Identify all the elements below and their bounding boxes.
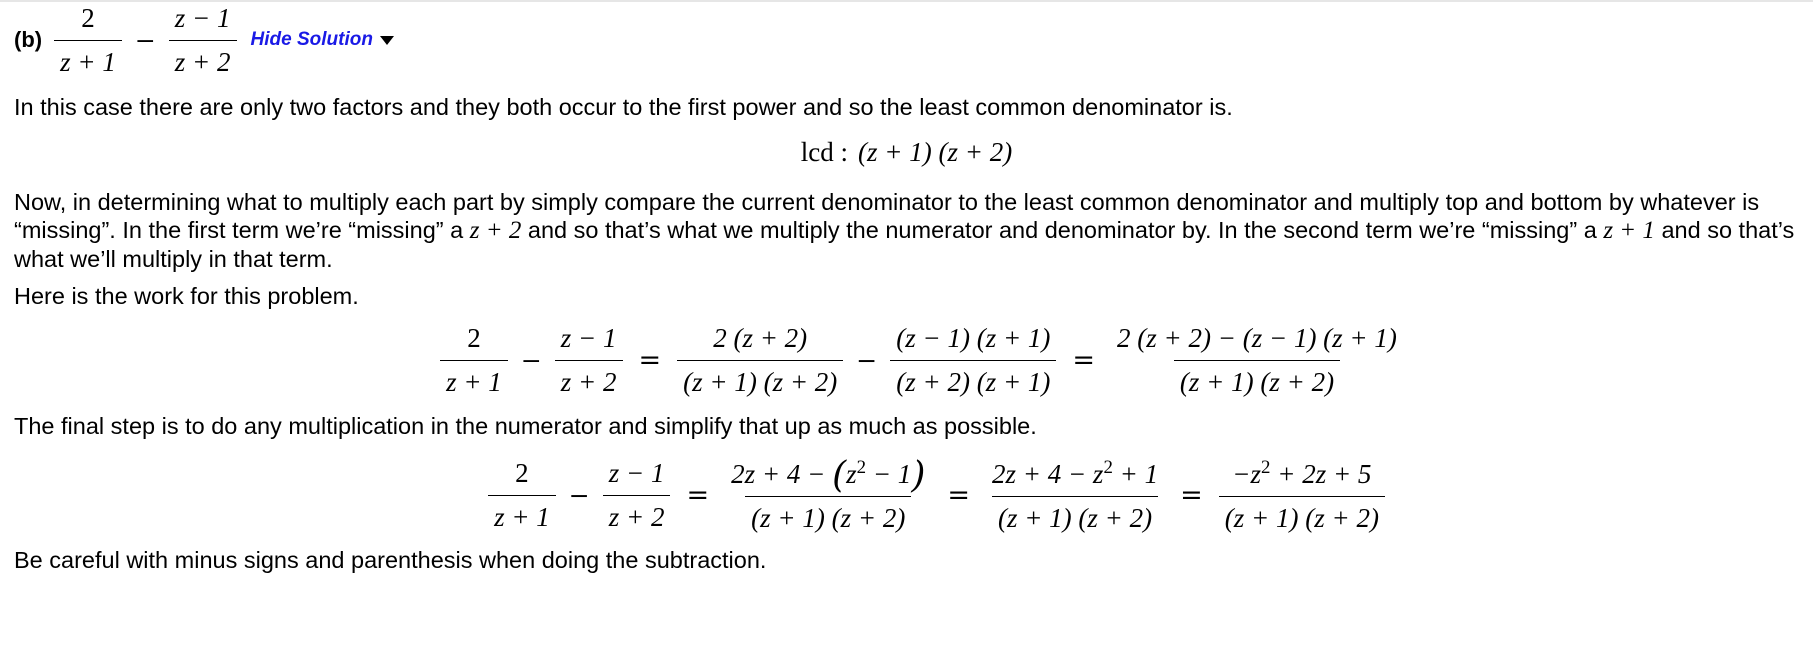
left-paren: (	[832, 454, 847, 496]
denominator: z + 1	[54, 40, 122, 78]
hide-solution-toggle[interactable]	[251, 29, 394, 51]
inline-math-missing-2: z + 1	[1603, 217, 1655, 244]
numerator-part: − 1	[866, 458, 912, 489]
equals-sign: =	[1072, 344, 1096, 376]
problem-expression	[48, 3, 242, 78]
explanation-text-1: Now, in determining what to multiply each part by simply compare the current denominator to the least common denominator and multiply top and bottom by whatever is “missing”. In the first term we’re “missing” a	[14, 189, 1760, 243]
fraction	[603, 458, 671, 533]
fraction	[890, 323, 1056, 398]
denominator: z + 2	[603, 495, 671, 533]
work-equation-1	[0, 322, 1813, 397]
paragraph-caution: Be careful with minus signs and parenthesis when doing the subtraction.	[14, 547, 767, 573]
denominator: z + 1	[440, 360, 508, 398]
denominator: (z + 1) (z + 2)	[1174, 360, 1340, 398]
denominator: (z + 1) (z + 2)	[677, 360, 843, 398]
exponent: 2	[1261, 456, 1271, 478]
exponent: 2	[1103, 456, 1113, 478]
explanation-text-3: and so that’s what we’ll multiply in that term.	[14, 217, 1795, 272]
denominator: (z + 1) (z + 2)	[1219, 496, 1385, 534]
paragraph-lcd-intro: In this case there are only two factors and they both occur to the first power and so the least common denominator is.	[14, 94, 1233, 120]
numerator-part: + 2z + 5	[1270, 458, 1372, 489]
denominator: z + 2	[555, 360, 623, 398]
minus-sign: −	[856, 345, 878, 375]
fraction	[54, 3, 122, 78]
minus-sign: −	[520, 345, 542, 375]
fraction	[1111, 323, 1403, 398]
part-label: (b)	[14, 27, 43, 52]
numerator-part: −z	[1232, 458, 1262, 489]
work-equation-2	[0, 455, 1813, 535]
inline-math-missing-1: z + 2	[469, 217, 522, 244]
problem-header	[14, 2, 394, 77]
numerator	[1226, 457, 1377, 496]
denominator: z + 2	[169, 40, 237, 78]
equals-sign: =	[947, 479, 970, 511]
equals-sign: =	[1180, 479, 1203, 511]
fraction	[986, 457, 1164, 534]
denominator: (z + 1) (z + 2)	[992, 496, 1158, 534]
fraction	[169, 3, 237, 78]
numerator: 2	[515, 457, 529, 488]
numerator: 2	[467, 322, 481, 353]
paragraph-explanation	[14, 188, 1804, 273]
caret-down-icon	[380, 36, 394, 45]
fraction	[677, 323, 843, 398]
numerator	[986, 457, 1164, 496]
explanation-text-2: and so that’s what we multiply the numerator and denominator by. In the second term we’re “missing” a	[527, 217, 1597, 243]
denominator: (z + 2) (z + 1)	[890, 360, 1056, 398]
minus-sign: −	[568, 480, 590, 510]
numerator: (z − 1) (z + 1)	[896, 322, 1051, 353]
numerator-part: 2z + 4 −	[731, 458, 833, 489]
equals-sign: =	[638, 344, 662, 376]
paragraph-final-step: The final step is to do any multiplication in the numerator and simplify that up as much as possible.	[14, 413, 1037, 439]
fraction	[440, 323, 508, 398]
minus-sign: −	[134, 25, 156, 55]
top-divider	[0, 0, 1813, 2]
right-paren: )	[911, 454, 926, 496]
paragraph-work-intro: Here is the work for this problem.	[14, 283, 359, 309]
numerator-part: z	[846, 458, 857, 489]
lcd-equation	[0, 134, 1813, 170]
numerator: 2 (z + 2)	[713, 322, 808, 353]
denominator: (z + 1) (z + 2)	[745, 496, 911, 534]
fraction	[555, 323, 623, 398]
numerator: 2 (z + 2) − (z − 1) (z + 1)	[1117, 322, 1397, 353]
numerator-part: + 1	[1112, 458, 1159, 489]
fraction	[725, 454, 931, 534]
lcd-label: lcd :	[800, 136, 849, 167]
equals-sign: =	[686, 479, 710, 511]
numerator	[725, 454, 931, 496]
numerator: z − 1	[608, 457, 665, 488]
denominator: z + 1	[488, 495, 556, 533]
exponent: 2	[856, 456, 867, 478]
numerator: z − 1	[560, 322, 617, 353]
hide-solution-label: Hide Solution	[250, 29, 373, 50]
numerator-part: 2z + 4 − z	[991, 458, 1104, 489]
numerator: 2	[81, 2, 95, 33]
fraction	[1219, 457, 1385, 534]
lcd-value: (z + 1) (z + 2)	[858, 136, 1013, 167]
fraction	[488, 458, 556, 533]
numerator: z − 1	[174, 2, 231, 33]
